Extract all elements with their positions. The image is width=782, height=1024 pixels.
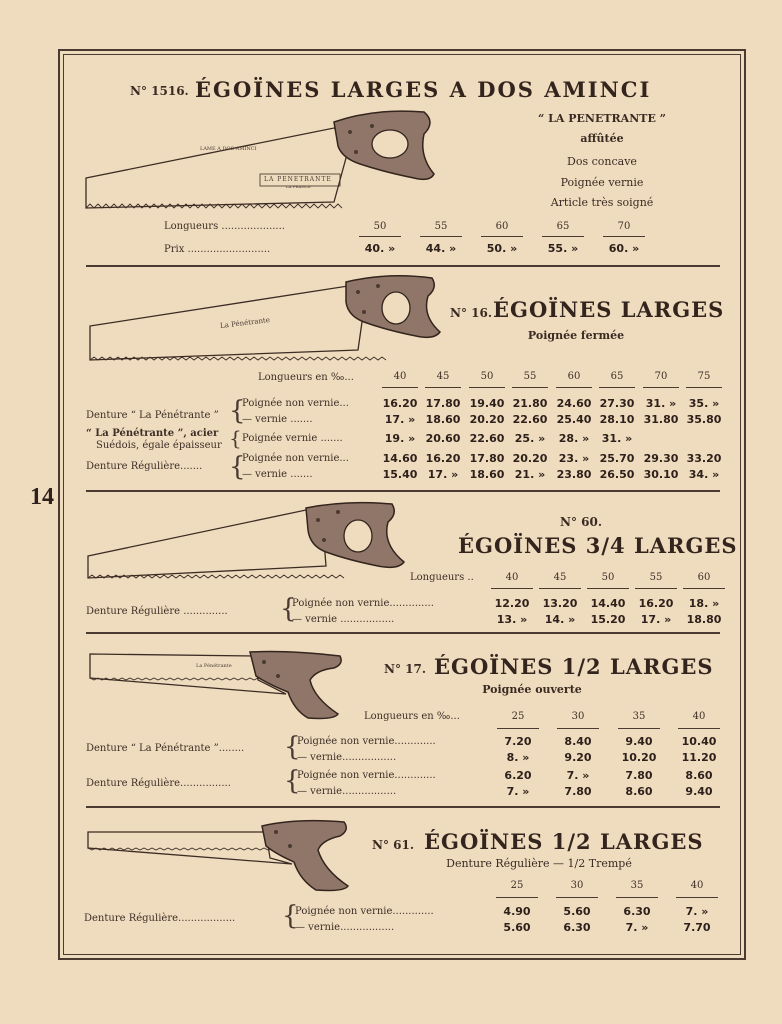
price-cell: 8.60: [625, 785, 653, 798]
price-cell: 17.80: [469, 452, 505, 465]
price-cell: 7. »: [566, 769, 590, 782]
price-cell: 14.40: [590, 597, 626, 610]
price-cell: 44. »: [425, 242, 457, 255]
price-cell: 20.20: [512, 452, 548, 465]
length-col: 65: [610, 371, 624, 382]
length-col: 75: [697, 371, 711, 382]
length-col: 40: [690, 880, 704, 891]
lengths-label-17: Longueurs en ‰...: [364, 711, 460, 722]
price-cell: 23.80: [556, 468, 592, 481]
price-cell: 33.20: [686, 452, 722, 465]
section-title-1516: ÉGOÏNES LARGES A DOS AMINCI: [195, 77, 652, 102]
price-cell: 15.40: [382, 468, 418, 481]
price-cell: 19. »: [384, 432, 416, 445]
section-number-60: N° 60.: [560, 515, 603, 529]
price-cell: 5.60: [563, 905, 591, 918]
column-rule: [676, 897, 718, 898]
price-cell: 20.60: [425, 432, 461, 445]
price-cell: 14.60: [382, 452, 418, 465]
length-col: 45: [553, 572, 567, 583]
price-cell: 29.30: [643, 452, 679, 465]
price-cell: 14. »: [544, 613, 576, 626]
row-label: Poignée vernie .......: [242, 433, 343, 444]
price-cell: 16.20: [425, 452, 461, 465]
lengths-label-16: Longueurs en ‰...: [258, 372, 354, 383]
price-cell: 6.20: [504, 769, 532, 782]
column-rule: [382, 387, 418, 388]
section-divider: [86, 490, 720, 492]
price-cell: 24.60: [556, 397, 592, 410]
section-title-61: ÉGOÏNES 1/2 LARGES: [424, 829, 704, 854]
column-rule: [686, 387, 722, 388]
saw-illustration-60: [86, 500, 408, 582]
saw-inscription-17: La Pénétrante: [196, 663, 232, 669]
length-col: 25: [510, 880, 524, 891]
row-group-regular: Denture Régulière ..............: [86, 606, 228, 617]
price-cell: 28. »: [558, 432, 590, 445]
saw-inscription-3: LA FRANCE: [286, 184, 311, 189]
length-col: 25: [511, 711, 525, 722]
column-rule: [643, 387, 679, 388]
section-number-61: N° 61.: [372, 838, 415, 852]
column-rule: [491, 588, 533, 589]
price-cell: 7.20: [504, 735, 532, 748]
column-rule: [556, 897, 598, 898]
length-col: 30: [571, 711, 585, 722]
price-cell: 6.30: [563, 921, 591, 934]
price-cell: 22.60: [512, 413, 548, 426]
price-cell: 40. »: [364, 242, 396, 255]
sharpened-label: affûtée: [580, 132, 624, 145]
section-divider: [86, 632, 720, 634]
price-label-1516: Prix ..........................: [164, 244, 271, 255]
section-title-17: ÉGOÏNES 1/2 LARGES: [434, 654, 714, 679]
price-cell: 10.40: [681, 735, 717, 748]
row-label: Poignée non vernie...: [242, 453, 349, 464]
saw-inscription-2: LA PENETRANTE: [264, 176, 332, 183]
price-cell: 7.80: [625, 769, 653, 782]
section-divider: [86, 806, 720, 808]
length-col: 35: [630, 880, 644, 891]
price-cell: 15.20: [590, 613, 626, 626]
price-cell: 8.60: [685, 769, 713, 782]
saw-illustration-1516: [84, 106, 440, 212]
price-cell: 7. »: [625, 921, 649, 934]
length-col: 70: [617, 221, 631, 232]
column-rule: [618, 728, 660, 729]
row-label: — vernie.................: [297, 786, 397, 797]
feature-handle: Poignée vernie: [560, 176, 644, 189]
price-cell: 8. »: [506, 751, 530, 764]
length-col: 60: [495, 221, 509, 232]
page-number: 14: [30, 484, 54, 510]
column-rule: [497, 728, 539, 729]
brace: {: [280, 594, 297, 624]
row-group-swedish-2: Suédois, égale épaisseur: [96, 440, 222, 451]
feature-back: Dos concave: [567, 155, 637, 168]
price-cell: 25.70: [599, 452, 635, 465]
row-group-regular: Denture Régulière.......: [86, 461, 203, 472]
price-cell: 50. »: [486, 242, 518, 255]
row-label: — vernie .......: [242, 414, 313, 425]
column-rule: [481, 236, 523, 237]
column-rule: [599, 387, 635, 388]
column-rule: [512, 387, 548, 388]
subtitle-61: Denture Régulière — 1/2 Trempé: [446, 857, 632, 870]
row-label: Poignée non vernie.............: [297, 770, 436, 781]
length-col: 55: [649, 572, 663, 583]
length-col: 60: [697, 572, 711, 583]
brace: {: [282, 901, 299, 931]
row-group-penetrante: Denture “ La Pénétrante ”: [86, 410, 219, 421]
length-col: 35: [632, 711, 646, 722]
column-rule: [496, 897, 538, 898]
row-group-swedish: “ La Pénétrante ”, acier: [86, 428, 219, 439]
price-cell: 19.40: [469, 397, 505, 410]
price-cell: 20.20: [469, 413, 505, 426]
brace: {: [229, 396, 246, 426]
section-divider: [86, 265, 720, 267]
row-group-regular: Denture Régulière................: [86, 778, 231, 789]
price-cell: 8.40: [564, 735, 592, 748]
price-cell: 17.80: [425, 397, 461, 410]
column-rule: [557, 728, 599, 729]
column-rule: [616, 897, 658, 898]
row-label: Poignée non vernie..............: [292, 598, 434, 609]
column-rule: [359, 236, 401, 237]
price-cell: 9.20: [564, 751, 592, 764]
column-rule: [603, 236, 645, 237]
lengths-label-60: Longueurs ..: [410, 572, 474, 583]
row-group-regular: Denture Régulière..................: [84, 913, 236, 924]
section-title-16: ÉGOÏNES LARGES: [493, 297, 725, 322]
column-rule: [425, 387, 461, 388]
price-cell: 35. »: [688, 397, 720, 410]
brace: {: [284, 732, 301, 762]
price-cell: 7.80: [564, 785, 592, 798]
row-label: Poignée non vernie.............: [297, 736, 436, 747]
row-label: — vernie.................: [297, 752, 397, 763]
length-col: 50: [601, 572, 615, 583]
saw-illustration-17: [88, 650, 344, 722]
price-cell: 7.70: [683, 921, 711, 934]
length-col: 50: [480, 371, 494, 382]
price-cell: 25. »: [514, 432, 546, 445]
price-cell: 31.80: [643, 413, 679, 426]
length-col: 30: [570, 880, 584, 891]
section-number-16: N° 16.: [450, 306, 493, 320]
price-cell: 28.10: [599, 413, 635, 426]
price-cell: 18. »: [688, 597, 720, 610]
section-title-60: ÉGOÏNES 3/4 LARGES: [458, 533, 738, 558]
row-label: — vernie.................: [295, 922, 395, 933]
saw-inscription-16: La Pénétrante: [219, 315, 271, 331]
price-cell: 9.40: [625, 735, 653, 748]
saw-inscription-1: LAME A DOS AMINCI: [200, 146, 257, 152]
column-rule: [539, 588, 581, 589]
lengths-label-1516: Longueurs ....................: [164, 221, 285, 232]
column-rule: [678, 728, 720, 729]
brace: {: [229, 452, 246, 482]
brace: {: [229, 426, 242, 450]
price-cell: 11.20: [681, 751, 717, 764]
brand-label-1516: “ LA PENETRANTE ”: [538, 112, 666, 125]
price-cell: 16.20: [638, 597, 674, 610]
price-cell: 17. »: [384, 413, 416, 426]
length-col: 60: [567, 371, 581, 382]
column-rule: [542, 236, 584, 237]
column-rule: [420, 236, 462, 237]
column-rule: [469, 387, 505, 388]
price-cell: 10.20: [621, 751, 657, 764]
price-cell: 35.80: [686, 413, 722, 426]
length-col: 55: [523, 371, 537, 382]
price-cell: 30.10: [643, 468, 679, 481]
brace: {: [284, 766, 301, 796]
length-col: 40: [505, 572, 519, 583]
price-cell: 25.40: [556, 413, 592, 426]
price-cell: 16.20: [382, 397, 418, 410]
length-col: 40: [393, 371, 407, 382]
row-label: — vernie .......: [242, 469, 313, 480]
price-cell: 21. »: [514, 468, 546, 481]
price-cell: 34. »: [688, 468, 720, 481]
length-col: 50: [373, 221, 387, 232]
column-rule: [683, 588, 725, 589]
length-col: 70: [654, 371, 668, 382]
length-col: 55: [434, 221, 448, 232]
column-rule: [635, 588, 677, 589]
price-cell: 31. »: [645, 397, 677, 410]
column-rule: [556, 387, 592, 388]
section-number-1516: N° 1516.: [130, 84, 189, 98]
price-cell: 7. »: [506, 785, 530, 798]
price-cell: 27.30: [599, 397, 635, 410]
feature-quality: Article très soigné: [550, 196, 654, 209]
price-cell: 18.80: [686, 613, 722, 626]
price-cell: 17. »: [640, 613, 672, 626]
price-cell: 60. »: [608, 242, 640, 255]
length-col: 45: [436, 371, 450, 382]
price-cell: 26.50: [599, 468, 635, 481]
column-rule: [587, 588, 629, 589]
price-cell: 7. »: [685, 905, 709, 918]
price-cell: 31. »: [601, 432, 633, 445]
price-cell: 4.90: [503, 905, 531, 918]
price-cell: 13. »: [496, 613, 528, 626]
price-cell: 21.80: [512, 397, 548, 410]
handle-type-17: Poignée ouverte: [482, 683, 582, 696]
saw-illustration-61: [86, 818, 352, 894]
price-cell: 23. »: [558, 452, 590, 465]
price-cell: 18.60: [425, 413, 461, 426]
row-label: Poignée non vernie.............: [295, 906, 434, 917]
price-cell: 12.20: [494, 597, 530, 610]
price-cell: 18.60: [469, 468, 505, 481]
price-cell: 9.40: [685, 785, 713, 798]
length-col: 40: [692, 711, 706, 722]
price-cell: 5.60: [503, 921, 531, 934]
row-label: — vernie .................: [292, 614, 395, 625]
section-number-17: N° 17.: [384, 662, 427, 676]
price-cell: 13.20: [542, 597, 578, 610]
price-cell: 17. »: [427, 468, 459, 481]
price-cell: 55. »: [547, 242, 579, 255]
handle-type-16: Poignée fermée: [527, 329, 625, 342]
price-cell: 6.30: [623, 905, 651, 918]
row-group-penetrante: Denture “ La Pénétrante ”........: [86, 743, 245, 754]
length-col: 65: [556, 221, 570, 232]
row-label: Poignée non vernie...: [242, 398, 349, 409]
price-cell: 22.60: [469, 432, 505, 445]
